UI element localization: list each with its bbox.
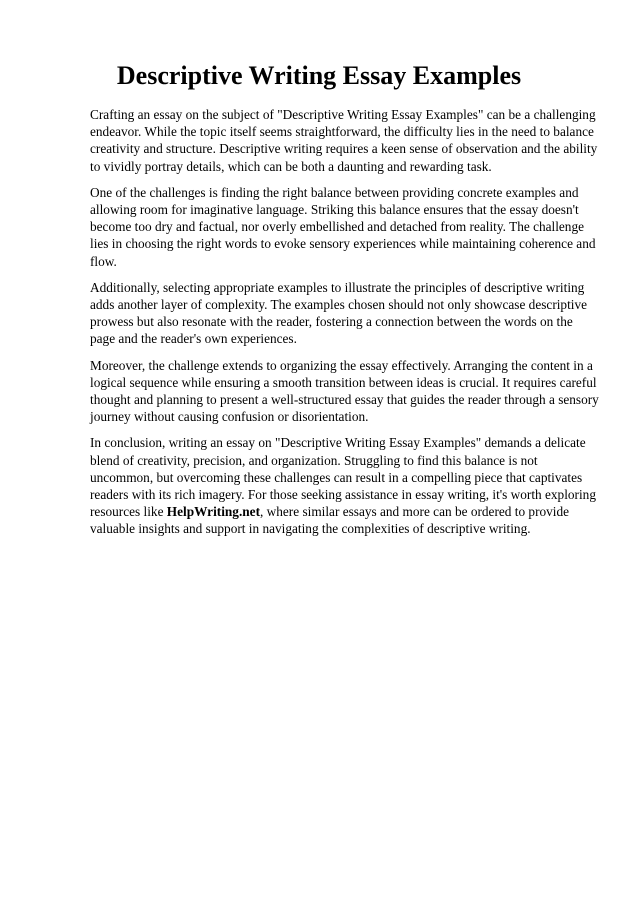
paragraph-conclusion (90, 434, 600, 537)
paragraph-challenges: One of the challenges is finding the right balance between providing concrete examples and allowing room for imaginative language. Striking this balance ensures that the essay doesn't become too dry and factual, nor overly embellished and detached from reality. The challenge lies in choosing the right words to evoke sensory experiences while maintaining coherence and flow. (90, 184, 596, 269)
conclusion-text-before: In conclusion, writing an essay on "Descriptive Writing Essay Examples" demands a delicate blend of creativity, precision, and organization. Struggling to find this balance is not uncommon, but overcoming these challenges can result in a compelling piece that captivates readers with its rich imagery. For those seeking assistance in essay writing, it's worth exploring resources like (90, 435, 596, 520)
paragraph-organization: Moreover, the challenge extends to organizing the essay effectively. Arranging the content in a logical sequence while ensuring a smooth transition between ideas is crucial. It requires careful thought and planning to present a well-structured essay that guides the reader through a sensory journey without causing confusion or disorientation. (90, 357, 599, 425)
paragraph-examples: Additionally, selecting appropriate examples to illustrate the principles of descriptive writing adds another layer of complexity. The examples chosen should not only showcase descriptive prowess but also resonate with the reader, fostering a connection between the words on the page and the reader's own experiences. (90, 279, 588, 347)
paragraph-intro: Crafting an essay on the subject of "Descriptive Writing Essay Examples" can be a challenging endeavor. While the topic itself seems straightforward, the difficulty lies in the need to balance creativity and structure. Descriptive writing requires a keen sense of observation and the ability to vividly portray details, which can be both a daunting and rewarding task. (90, 107, 598, 174)
document-title: Descriptive Writing Essay Examples (116, 61, 522, 90)
document-body (90, 106, 600, 547)
helpwriting-link[interactable]: HelpWriting.net (166, 504, 260, 520)
conclusion-text-after: , where similar essays and more can be ordered to provide valuable insights and support in navigating the complexities of descriptive writing. (90, 504, 570, 537)
